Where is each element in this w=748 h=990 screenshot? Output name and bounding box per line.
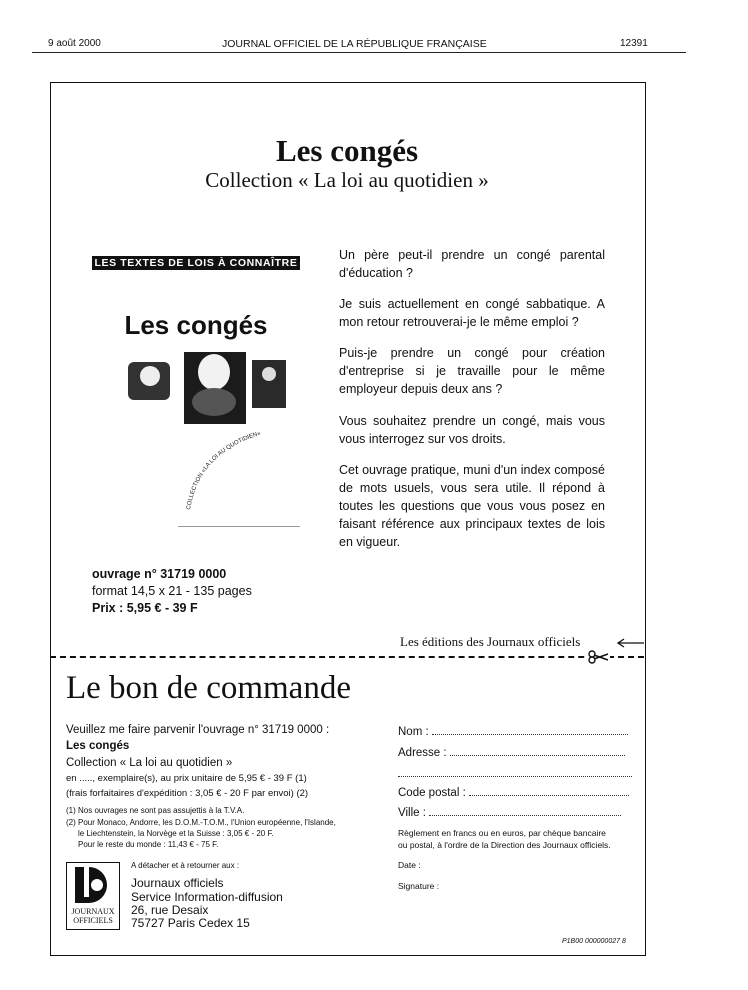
book-format: format 14,5 x 21 - 135 pages [92,584,252,598]
scissors-icon [588,650,610,664]
field-adresse-2[interactable] [398,766,632,780]
logo-emblem-icon [67,863,119,907]
order-shipping-line: (frais forfaitaires d'expédition : 3,05 € - 20 F par envoi) (2) [66,788,309,799]
note-2a: (2) Pour Monaco, Andorre, les D.O.M.-T.O.M., l'Union européenne, l'Islande, [66,818,336,827]
blurb-1: Un père peut-il prendre un congé parental d'éducation ? [339,248,605,280]
address-line-1: Journaux officiels [131,876,224,890]
document-code: P1B00 000000027 8 [562,938,626,945]
field-nom-line[interactable] [432,724,628,735]
cover-collection-arc [180,425,300,515]
cover-title: Les congés [124,310,268,340]
field-code-postal-line[interactable] [469,785,629,796]
svg-text:COLLECTION «LA LOI AU QUOTIDIE [186,431,262,511]
note-2c: Pour le reste du monde : 11,43 € - 75 F. [78,840,219,849]
blurb-4: Vous souhaitez prendre un congé, mais vous vous interrogez sur vos droits. [339,414,605,446]
page-date: 9 août 2000 [48,38,101,49]
field-ville-label: Ville : [398,807,426,819]
ad-title: Les congés [275,133,419,168]
date-label: Date : [398,860,421,870]
cover-band: LES TEXTES DE LOIS À CONNAÎTRE [92,256,300,270]
return-label: A détacher et à retourner aux : [131,861,240,870]
note-1: (1) Nos ouvrages ne sont pas assujettis à la T.V.A. [66,806,245,815]
field-nom[interactable] [398,724,628,738]
field-adresse-line[interactable] [450,745,625,756]
journal-title: JOURNAL OFFICIEL DE LA RÉPUBLIQUE FRANÇAISE [222,38,487,50]
cover-photos [128,352,293,427]
field-adresse-line-2[interactable] [398,766,632,777]
ouvrage-number: ouvrage n° 31719 0000 [92,567,227,581]
note-2b: le Liechtenstein, la Norvège et la Suisse : 3,05 € - 20 F. [78,829,274,838]
page-number: 12391 [620,38,648,49]
cut-line [50,656,644,658]
order-collection: Collection « La loi au quotidien » [66,757,233,769]
order-intro: Veuillez me faire parvenir l'ouvrage n° 31719 0000 : [66,724,330,736]
field-ville-line[interactable] [429,805,621,816]
publisher-name: Les éditions des Journaux officiels [400,634,581,649]
header-rule [32,52,686,53]
payment-line-2: ou postal, à l'ordre de la Direction des Journaux officiels. [398,840,611,850]
address-line-3: 26, rue Desaix [131,903,209,917]
field-code-postal[interactable] [398,785,629,799]
logo-text-2: OFFICIELS [73,916,113,925]
cover-footer-line [178,526,300,527]
blurb-3: Puis-je prendre un congé pour création d'entreprise si je travaille pour le même employeur depuis deux ans ? [339,346,605,396]
blurb-5: Cet ouvrage pratique, muni d'un index composé de mots usuels, vous sera utile. Il répond à toutes les questions que vous vous posez en faisant référence aux principaux textes de lois en vigueur. [339,463,605,549]
field-adresse[interactable] [398,745,625,759]
ad-subtitle: Collection « La loi au quotidien » [205,168,489,192]
order-book-title: Les congés [66,740,130,752]
payment-line-1: Règlement en francs ou en euros, par chèque bancaire [398,828,606,838]
order-title: Le bon de commande [66,670,351,706]
field-nom-label: Nom : [398,726,429,738]
blurb-2: Je suis actuellement en congé sabbatique. A mon retour retrouverai-je le même emploi ? [339,297,605,329]
field-code-postal-label: Code postal : [398,787,466,799]
cover-collection-text: COLLECTION «LA LOI AU QUOTIDIEN» [186,430,262,511]
order-quantity-line: en ....., exemplaire(s), au prix unitaire de 5,95 € - 39 F (1) [66,773,307,784]
address-line-4: 75727 Paris Cedex 15 [131,916,250,930]
signature-label: Signature : [398,881,440,891]
field-ville[interactable] [398,805,621,819]
address-line-2: Service Information-diffusion [131,890,283,904]
arrow-left-icon [615,638,645,648]
book-price: Prix : 5,95 € - 39 F [92,601,198,615]
logo-text-1: JOURNAUX [71,907,115,916]
journaux-officiels-logo [66,862,120,930]
field-adresse-label: Adresse : [398,747,447,759]
